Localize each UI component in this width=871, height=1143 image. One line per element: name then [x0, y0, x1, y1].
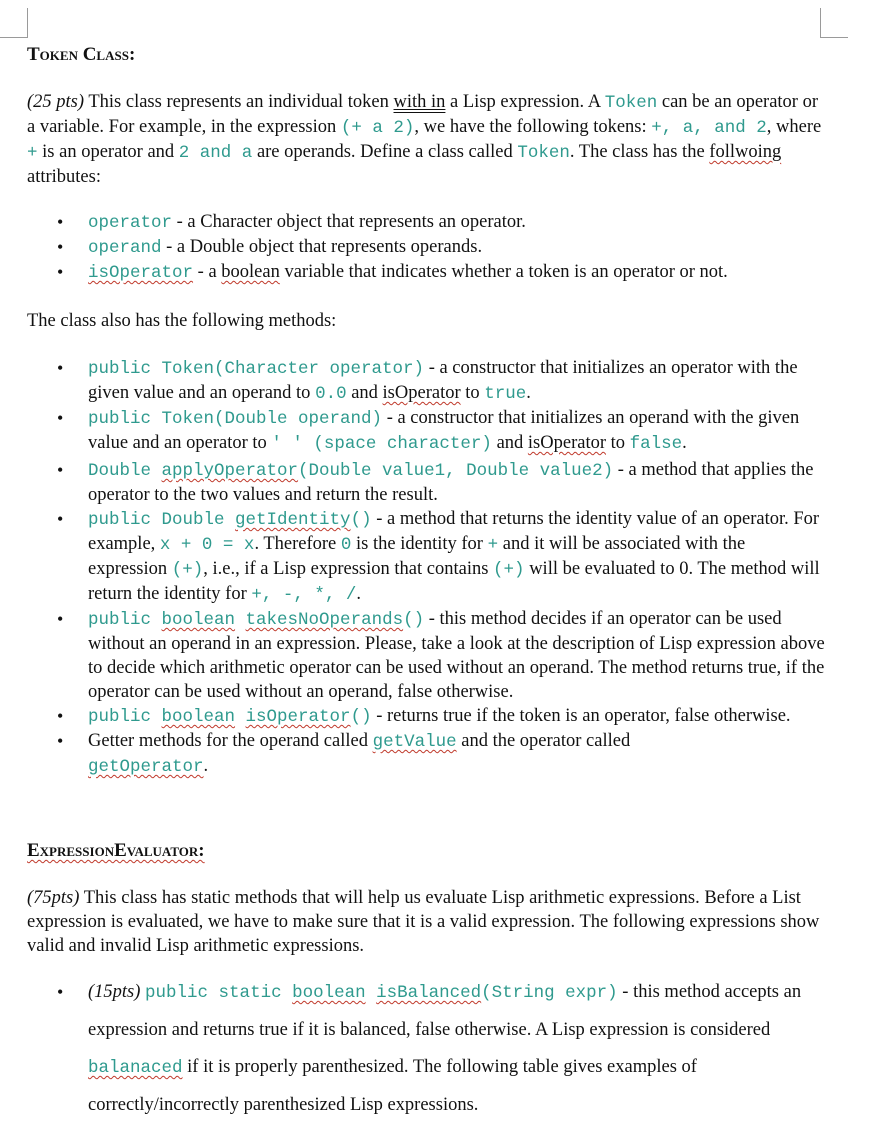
- with-in-text: with in: [393, 92, 446, 112]
- operands-code: 2 and a: [178, 143, 253, 163]
- attribute-operand: • operand - a Double object that represents operands.: [27, 235, 827, 260]
- crop-mark-top-left-horizontal: [0, 37, 28, 38]
- token-points: (25 pts): [27, 92, 85, 112]
- method-is-balanced: • (15pts) public static boolean isBalanced(String expr) - this method accepts an expression and returns true if it is balanced, false otherwise. A Lisp expression is considered balanaced if it is properly parenthesized. The following table gives examples of correctly/incorrectly parenthesized Lisp expressions.: [27, 974, 827, 1124]
- method-takes-no-operands: • public boolean takesNoOperands() - this method decides if an operator can be used without an operand in an expression. Please, take a look at the description of Lisp expression above to decide which arithmetic operator can be used without an operand. The method returns true, if the operator can be used without an operand, false otherwise.: [27, 607, 827, 704]
- attribute-isoperator: • isOperator - a boolean variable that indicates whether a token is an operator or not.: [27, 260, 827, 285]
- method-is-operator: • public boolean isOperator() - returns true if the token is an operator, false otherwise.: [27, 704, 827, 729]
- token-class-heading: Token Class:: [27, 44, 136, 65]
- method-get-identity: • public Double getIdentity() - a method that returns the identity value of an operator. For example, x + 0 = x. Therefore 0 is the identity for + and it will be associated with the expression (+), i.e., if a Lisp expression that contains (+) will be evaluated to 0. The method will return the identity for +, -, *, /.: [27, 507, 827, 607]
- expr-code: (+ a 2): [340, 118, 415, 138]
- expression-evaluator-heading: ExpressionEvaluator:: [27, 840, 205, 861]
- plus-code: +: [27, 143, 38, 163]
- evaluator-method-list: [27, 974, 827, 1124]
- token-intro-paragraph: (25 pts) This class represents an individual token with in a Lisp expression. A Token can be an operator or a variable. For example, in the expression (+ a 2), we have the following tokens: +, a, and 2, where + is an operator and 2 and a are operands. Define a class called Token. The class has the follwoing attributes:: [27, 92, 822, 187]
- attribute-list: [27, 210, 827, 285]
- crop-mark-top-left-vertical: [27, 8, 28, 38]
- tokens-code: +, a, and 2: [651, 118, 767, 138]
- crop-mark-top-right-horizontal: [820, 37, 848, 38]
- method-list: [27, 356, 827, 779]
- methods-intro: The class also has the following methods:: [27, 311, 337, 331]
- evaluator-points: (75pts): [27, 888, 80, 908]
- method-token-character: • public Token(Character operator) - a constructor that initializes an operator with the given value and an operand to 0.0 and isOperator to true.: [27, 356, 827, 406]
- token-code-2: Token: [517, 143, 570, 163]
- method-getters: • Getter methods for the operand called getValue and the operator called getOperator.: [27, 729, 827, 779]
- crop-mark-top-right-vertical: [820, 8, 821, 38]
- evaluator-intro-paragraph: (75pts) This class has static methods that will help us evaluate Lisp arithmetic expressions. Before a List expression is evaluated, we have to make sure that it is a valid expression. The following expressions show valid and invalid Lisp arithmetic expressions.: [27, 888, 820, 956]
- method-token-double: • public Token(Double operand) - a constructor that initializes an operand with the given value and an operator to ' ' (space character) and isOperator to false.: [27, 406, 827, 456]
- method-apply-operator: • Double applyOperator(Double value1, Double value2) - a method that applies the operator to the two values and return the result.: [27, 458, 827, 507]
- token-code: Token: [604, 93, 658, 113]
- attribute-operator: • operator - a Character object that represents an operator.: [27, 210, 827, 235]
- follwoing-misspelled: follwoing: [709, 142, 782, 162]
